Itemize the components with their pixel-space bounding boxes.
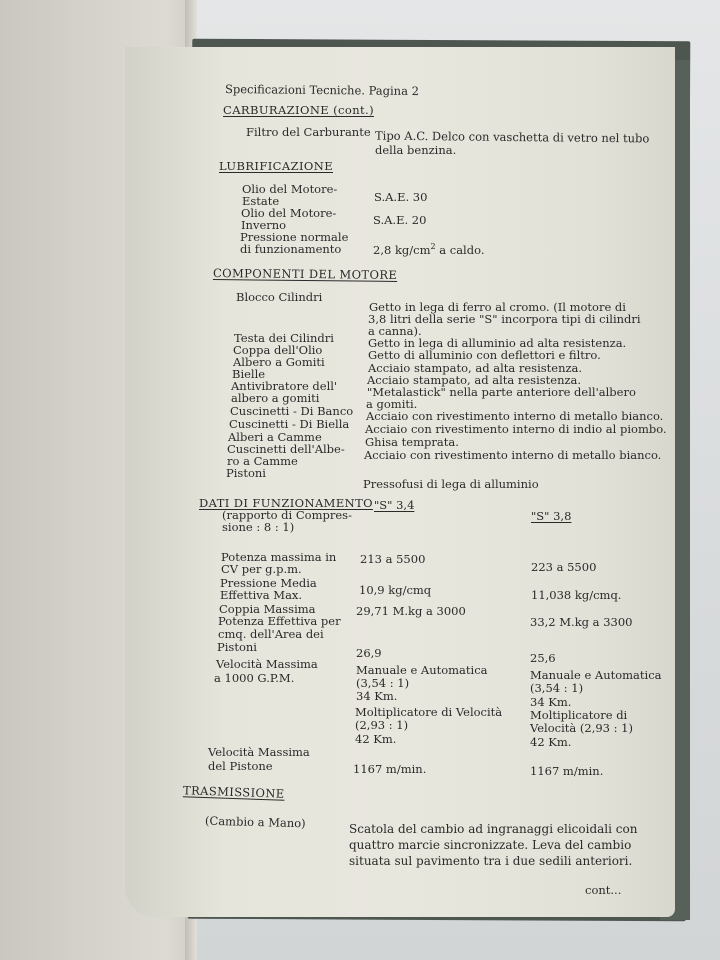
row-label: Filtro del Carburante	[246, 125, 371, 139]
row-value: S.A.E. 20	[373, 213, 427, 227]
column-header-s34: "S" 3,4	[374, 498, 415, 512]
row-label: Inverno	[241, 218, 287, 232]
row-label: Cuscinetti - Di Biella	[229, 417, 350, 431]
pressure-suffix: a caldo.	[435, 242, 485, 257]
row-value: Tipo A.C. Delco con vaschetta di vetro nel tubo	[374, 128, 650, 146]
cell-s34: (3,54 : 1)	[356, 676, 410, 690]
row-label: Potenza Effettiva per	[218, 614, 341, 628]
cell-s34: 1167 m/min.	[353, 762, 427, 776]
row-value: Acciaio con rivestimento interno di metallo bianco.	[364, 448, 662, 462]
row-value: Acciaio stampato, ad alta resistenza.	[368, 361, 583, 375]
row-value: Getto in lega di ferro al cromo. (Il motore di	[369, 300, 626, 314]
row-label: Coppia Massima	[219, 602, 316, 616]
cell-s34: Moltiplicatore di Velocità	[355, 705, 503, 719]
row-label: Olio del Motore-	[242, 182, 338, 196]
cell-s38: 1167 m/min.	[530, 764, 604, 778]
row-value: quattro marcie sincronizzate. Leva del cambio	[349, 838, 632, 852]
row-label: Cuscinetti dell'Albe-	[227, 442, 345, 456]
row-value: Getto in lega di alluminio ad alta resistenza.	[368, 336, 627, 350]
row-value: Scatola del cambio ad ingranaggi elicoidali con	[349, 822, 638, 836]
cell-s34: (2,93 : 1)	[355, 718, 409, 732]
row-value: Acciaio stampato, ad alta resistenza.	[367, 373, 582, 387]
cell-s34: 26,9	[356, 646, 382, 660]
row-label: Antivibratore dell'	[231, 379, 338, 393]
row-label: a 1000 G.P.M.	[214, 671, 295, 685]
cell-s38: 11,038 kg/cmq.	[531, 588, 622, 602]
section-title-dati: DATI DI FUNZIONAMENTO	[199, 496, 373, 510]
cell-s34: 213 a 5500	[360, 552, 426, 566]
cell-s38: 34 Km.	[530, 695, 572, 709]
row-label: di funzionamento	[240, 242, 342, 256]
row-value: Acciaio con rivestimento interno di metallo bianco.	[366, 409, 664, 423]
row-label: (Cambio a Mano)	[204, 813, 306, 831]
row-label: Pistoni	[226, 466, 266, 480]
row-value: Pressofusi di lega di alluminio	[363, 477, 539, 491]
cell-s34: Manuale e Automatica	[356, 663, 488, 677]
section-title-carburazione: CARBURAZIONE (cont.)	[223, 103, 374, 117]
section-title-componenti: COMPONENTI DEL MOTORE	[212, 266, 398, 282]
superscript: 2	[430, 242, 436, 251]
row-label: Testa dei Cilindri	[234, 331, 334, 345]
row-label: Pistoni	[217, 640, 257, 654]
cell-s34: 29,71 M.kg a 3000	[356, 604, 466, 618]
cell-s38: 25,6	[530, 651, 556, 665]
row-label: Pressione normale	[240, 230, 349, 244]
row-value: S.A.E. 30	[374, 190, 428, 204]
row-value: a gomiti.	[366, 397, 418, 411]
row-label: Velocità Massima	[216, 657, 318, 671]
row-value: Getto di alluminio con deflettori e filtro.	[368, 348, 601, 362]
row-value: Acciaio con rivestimento interno di indio al piombo.	[365, 422, 667, 436]
cell-s38: Moltiplicatore di	[530, 708, 628, 722]
cell-s38: 33,2 M.kg a 3300	[530, 615, 633, 629]
row-label: Potenza massima in	[221, 550, 337, 564]
row-value: "Metalastick" nella parte anteriore dell'albero	[367, 385, 636, 399]
row-label: Bielle	[232, 367, 266, 381]
row-value	[373, 240, 484, 257]
row-label: del Pistone	[208, 759, 273, 773]
row-label: Blocco Cilindri	[236, 290, 323, 304]
row-label: Albero a Gomiti	[233, 355, 325, 369]
row-value: a canna).	[368, 324, 422, 338]
row-value: Ghisa temprata.	[365, 435, 459, 449]
row-label: ro a Camme	[227, 454, 298, 468]
row-label: albero a gomiti	[231, 391, 320, 405]
cell-s34: 34 Km.	[356, 689, 398, 703]
row-label: Effettiva Max.	[220, 588, 303, 602]
cell-s38: Velocità (2,93 : 1)	[530, 721, 633, 735]
row-value: 3,8 litri della serie "S" incorpora tipi di cilindri	[368, 312, 641, 326]
subtitle: sione : 8 : 1)	[222, 520, 295, 534]
subtitle: (rapporto di Compres-	[222, 508, 352, 522]
row-label: Olio del Motore-	[241, 206, 337, 220]
cell-s38: Manuale e Automatica	[530, 668, 662, 682]
section-title-trasmissione: TRASMISSIONE	[182, 783, 285, 801]
page-header: Specificazioni Tecniche. Pagina 2	[224, 81, 420, 99]
page-footer: cont...	[585, 883, 622, 897]
row-label: Pressione Media	[220, 576, 317, 590]
section-title-lubrificazione: LUBRIFICAZIONE	[219, 159, 333, 173]
row-label: Velocità Massima	[208, 745, 310, 759]
row-label: Estate	[242, 194, 280, 208]
row-label: Cuscinetti - Di Banco	[230, 404, 354, 418]
cell-s38: 42 Km.	[530, 735, 572, 749]
column-header-s38: "S" 3,8	[531, 509, 572, 523]
pressure-value: 2,8 kg/cm	[373, 242, 431, 257]
row-label: CV per g.p.m.	[221, 562, 302, 576]
row-value: situata sul pavimento tra i due sedili anteriori.	[349, 854, 633, 868]
row-value: della benzina.	[375, 143, 457, 157]
cell-s38: 223 a 5500	[531, 560, 597, 574]
cell-s38: (3,54 : 1)	[530, 681, 584, 695]
cell-s34: 10,9 kg/cmq	[359, 583, 432, 597]
cell-s34: 42 Km.	[355, 732, 397, 746]
row-label: cmq. dell'Area dei	[218, 627, 324, 641]
row-label: Coppa dell'Olio	[233, 343, 323, 357]
row-label: Alberi a Camme	[228, 430, 322, 444]
